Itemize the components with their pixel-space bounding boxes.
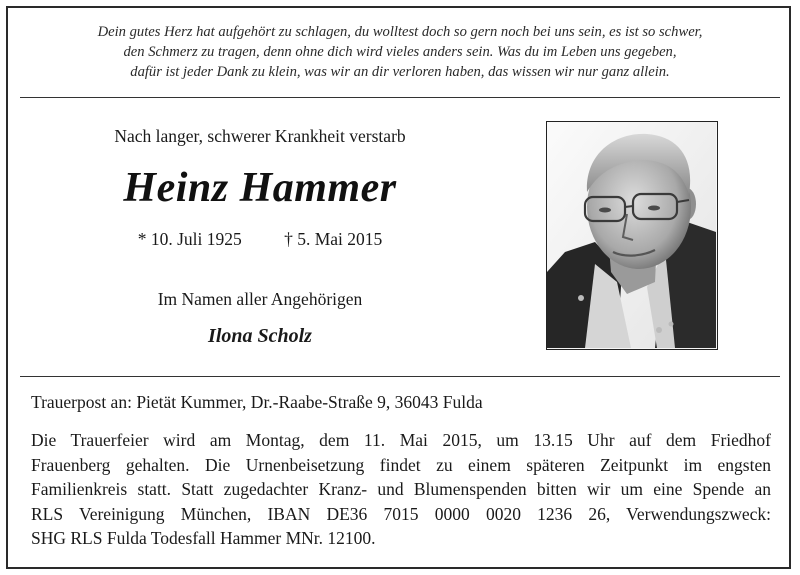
mail-address: Trauerpost an: Pietät Kummer, Dr.-Raabe-Straße 9, 36043 Fulda [31,392,483,412]
divider-top [20,97,780,98]
poem-line: dafür ist jeder Dank zu klein, was wir an dir verloren haben, das wissen wir nur ganz allein. [130,64,670,80]
poem-line: den Schmerz zu tragen, denn ohne dich wird vieles anders sein. Was du im Leben uns gegeben, [123,44,677,60]
paragraph-line: Die Trauerfeier wird am Montag, dem 11. Mai 2015, um 13.15 Uhr auf dem Friedhof [31,430,771,450]
life-dates [70,229,450,250]
family-line: Im Namen aller Angehörigen [157,289,363,309]
paragraph-line: RLS Vereinigung München, IBAN DE36 7015 0000 0020 1236 26, Verwendungszweck: [31,503,771,524]
memorial-poem [20,22,780,82]
funeral-details [31,428,771,551]
mourner-name: Ilona Scholz [208,325,312,347]
paragraph-line: Frauenberg gehalten. Die Urnenbeisetzung findet zu einem späteren Zeitpunkt im engsten [31,454,771,475]
birth-date: * 10. Juli 1925 [137,229,242,249]
divider-bottom [20,376,780,377]
paragraph-line: Familienkreis statt. Statt zugedachter Kranz- und Blumenspenden bitten wir um eine Spende an [31,479,771,500]
paragraph-line: SHG RLS Fulda Todesfall Hammer MNr. 12100. [31,528,376,549]
poem-line: Dein gutes Herz hat aufgehört zu schlagen, du wolltest doch so gern noch bei uns sein, es ist so schwer, [97,24,703,40]
death-date: † 5. Mai 2015 [284,229,383,249]
deceased-name: Heinz Hammer [123,165,397,211]
portrait-photo [546,121,718,350]
death-intro: Nach langer, schwerer Krankheit verstarb [114,126,406,146]
